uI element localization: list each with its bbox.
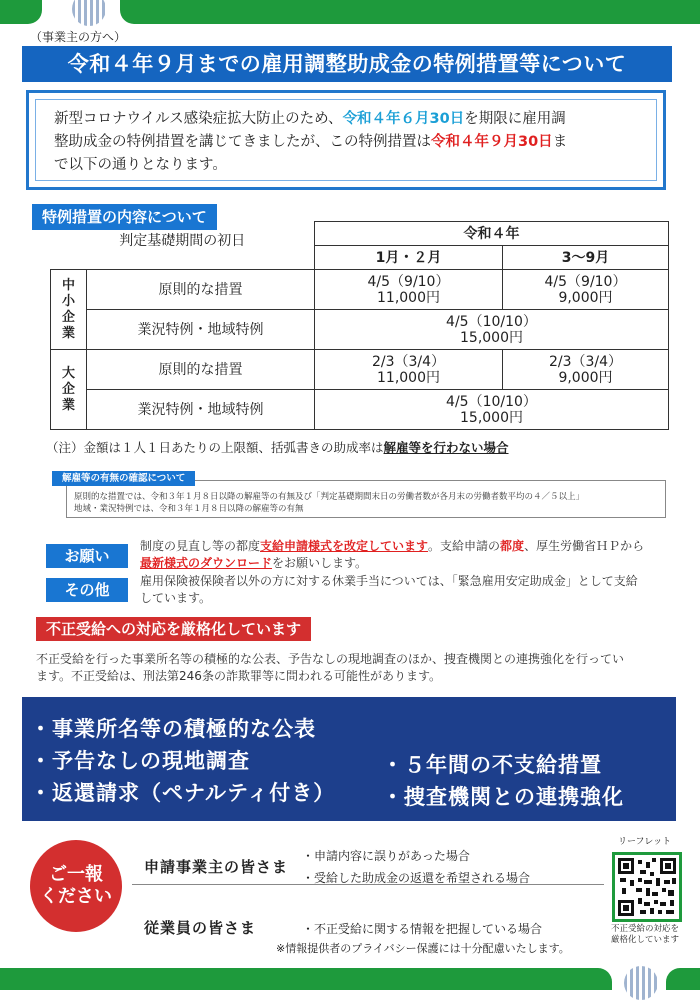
subsidy-table: [50, 221, 669, 430]
privacy-note: ※情報提供者のプライバシー保護には十分配慮いたします。: [276, 942, 570, 955]
top-stripe-ornament: [72, 0, 106, 26]
qr-label: リーフレット: [618, 837, 672, 847]
top-green-bar-right: [120, 0, 700, 24]
qr-code[interactable]: [612, 852, 682, 922]
row-name: 業況特例・地域特例: [87, 310, 315, 350]
top-green-bar: [0, 0, 42, 24]
deadline-old: 令和４年６月30日: [342, 111, 465, 127]
table-cell: 4/5（10/10） 15,000円: [315, 310, 669, 350]
intro-text: 新型コロナウイルス感染症拡大防止のため、令和４年６月30日を期限に雇用調 整助成金の特例措置を講じてきましたが、この特例措置は令和４年９月30日ま で以下の通りとなります。: [54, 111, 568, 173]
page-title: 令和４年９月までの雇用調整助成金の特例措置等について: [22, 46, 672, 82]
other-label: その他: [46, 578, 128, 602]
employee-item: ・不正受給に関する情報を把握している場合: [302, 922, 543, 936]
col-header: 判定基礎期間の初日: [51, 222, 315, 270]
fraud-label: 不正受給への対応を厳格化しています: [36, 617, 311, 641]
table-cell: 2/3（3/4） 11,000円: [315, 350, 503, 390]
table-cell: 4/5（9/10） 11,000円: [315, 270, 503, 310]
request-text: 制度の見直し等の都度支給申請様式を改定しています。支給申請の都度、厚生労働省ＨＰから 最新様式のダウンロードをお願いします。: [140, 539, 645, 570]
fraud-text: 不正受給を行った事業所名等の積極的な公表、予告なしの現地調査のほか、捜査機関との連携強化を行ってい ます。不正受給は、刑法第246条の詐欺罪等に問われる可能性があります。: [36, 652, 625, 683]
measure-item: ・５年間の不支給措置: [382, 753, 602, 777]
group-label-large: 大 企 業: [51, 350, 87, 430]
employers-heading: 申請事業主の皆さま: [144, 858, 289, 876]
measures-panel: [22, 697, 676, 821]
measure-item: ・捜査機関との連携強化: [382, 785, 624, 809]
request-label: お願い: [46, 544, 128, 568]
measure-item: ・予告なしの現地調査: [30, 749, 250, 773]
employer-item: ・受給した助成金の返還を希望される場合: [302, 871, 531, 885]
bottom-green-bar-right: [666, 968, 700, 990]
section-label: 特例措置の内容について: [32, 204, 217, 230]
other-text: 雇用保険被保険者以外の方に対する休業手当については、「緊急雇用安定助成金」として支給 しています。: [140, 574, 638, 605]
group-label-sme: 中 小 企 業: [51, 270, 87, 350]
year-header: 令和４年: [315, 222, 669, 246]
employer-item: ・申請内容に誤りがあった場合: [302, 849, 470, 863]
bottom-stripe-ornament: [624, 966, 658, 1000]
report-circle: ご一報 ください: [30, 840, 122, 932]
dismissal-text: 原則的な措置では、令和３年１月８日以降の解雇等の有無及び「判定基礎期間末日の労働者数が各月末の労働者数平均の４／５以上」 地域・業況特例では、令和３年１月８日以降の解雇等の有無: [74, 492, 585, 514]
audience-label: （事業主の方へ）: [30, 30, 127, 44]
table-cell: 4/5（9/10） 9,000円: [503, 270, 669, 310]
employees-heading: 従業員の皆さま: [144, 919, 257, 937]
table-cell: 4/5（10/10） 15,000円: [315, 390, 669, 430]
measure-item: ・返還請求（ペナルティ付き）: [30, 781, 336, 805]
bottom-green-bar: [0, 968, 612, 990]
row-name: 原則的な措置: [87, 270, 315, 310]
row-name: 業況特例・地域特例: [87, 390, 315, 430]
row-name: 原則的な措置: [87, 350, 315, 390]
table-cell: 2/3（3/4） 9,000円: [503, 350, 669, 390]
table-note: （注）金額は１人１日あたりの上限額、括弧書きの助成率は解雇等を行わない場合: [46, 440, 509, 455]
measure-item: ・事業所名等の積極的な公表: [30, 717, 316, 741]
dismissal-label: 解雇等の有無の確認について: [52, 471, 195, 486]
period-header-2: 3～9月: [503, 246, 669, 270]
qr-caption: 不正受給の対応を 厳格化しています: [610, 924, 679, 945]
deadline-new: 令和４年９月30日: [431, 134, 553, 150]
period-header-1: 1月・２月: [315, 246, 503, 270]
